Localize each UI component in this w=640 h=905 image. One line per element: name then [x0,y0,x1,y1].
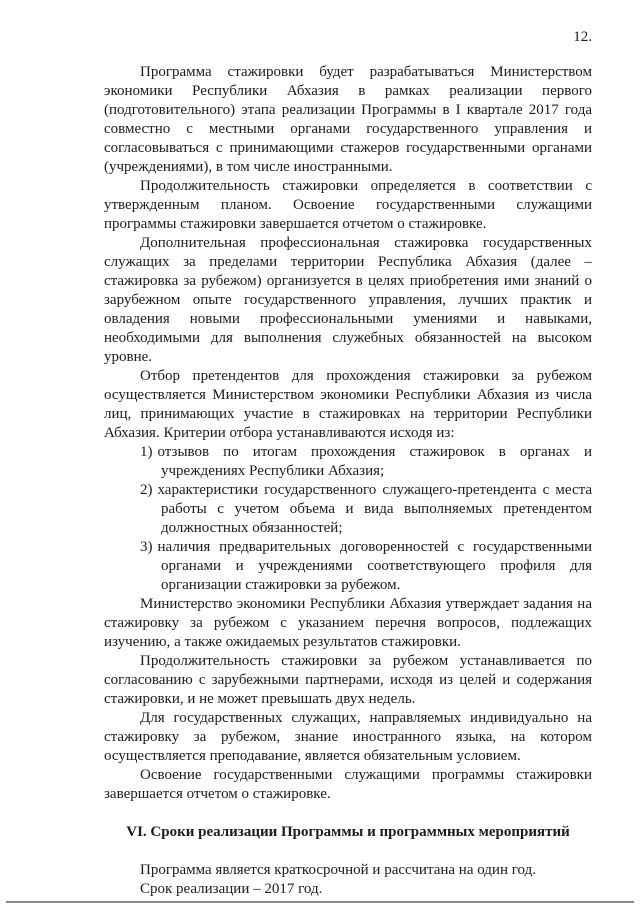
list-marker: 2) [140,482,153,498]
paragraph: Для государственных служащих, направляемых индивидуально на стажировку за рубежом, знание иностранного языка, на котором осуществляется преподавание, является обязательным условием. [104,710,592,764]
list-item [104,538,592,595]
paragraph: Освоение государственными служащими программы стажировки завершается отчетом о стажировке. [104,767,592,802]
list-item [104,443,592,481]
paragraph: Дополнительная профессиональная стажировка государственных служащих за пределами территории Республика Абхазия (далее – стажировка за рубежом) организуется в целях приобретения ими знаний о зарубежном опыте государственного управления, лучших практик и овладения новыми профессиональными умениями и навыками, необходимыми для выполнения служебных обязанностей на высоком уровне. [104,235,592,365]
list-item [104,481,592,538]
paragraph: Министерство экономики Республики Абхазия утверждает задания на стажировку за рубежом с указанием перечня вопросов, подлежащих изучению, а также ожидаемых результатов стажировки. [104,596,592,650]
paragraph: Срок реализации – 2017 год. [140,881,323,897]
list-item-text: характеристики государственного служащего-претендента с места работы с учетом объема и вида выполняемых претендентом должностных обязанностей; [157,482,592,536]
list-marker: 3) [140,539,153,555]
scan-edge-line [6,901,634,903]
paragraph: Программа является краткосрочной и рассчитана на один год. [140,862,536,878]
section-heading: VI. Сроки реализации Программы и программных мероприятий [126,824,570,840]
list-item-text: наличия предварительных договоренностей с государственными органами и учреждениями соответствующего профиля для организации стажировки за рубежом. [157,539,592,593]
paragraph: Отбор претендентов для прохождения стажировки за рубежом осуществляется Министерством экономики Республики Абхазия из числа лиц, принимающих участие в стажировках на территории Республики Абхазия. Критерии отбора устанавливаются исходя из: [104,368,592,441]
page-number: 12. [573,29,592,45]
paragraph: Продолжительность стажировки за рубежом устанавливается по согласованию с зарубежными партнерами, исходя из целей и содержания стажировки, и не может превышать двух недель. [104,653,592,707]
list-marker: 1) [140,444,153,460]
list-item-text: отзывов по итогам прохождения стажировок в органах и учреждениях Республики Абхазия; [157,444,592,479]
paragraph: Продолжительность стажировки определяется в соответствии с утвержденным планом. Освоение государственными служащими программы стажировки завершается отчетом о стажировке. [104,178,592,232]
paragraph: Программа стажировки будет разрабатываться Министерством экономики Республики Абхазия в рамках реализации первого (подготовительного) этапа реализации Программы в I квартале 2017 года совместно с местными органами государственного управления и согласовываться с принимающими стажеров государственными органами (учреждениями), в том числе иностранными. [104,64,592,175]
